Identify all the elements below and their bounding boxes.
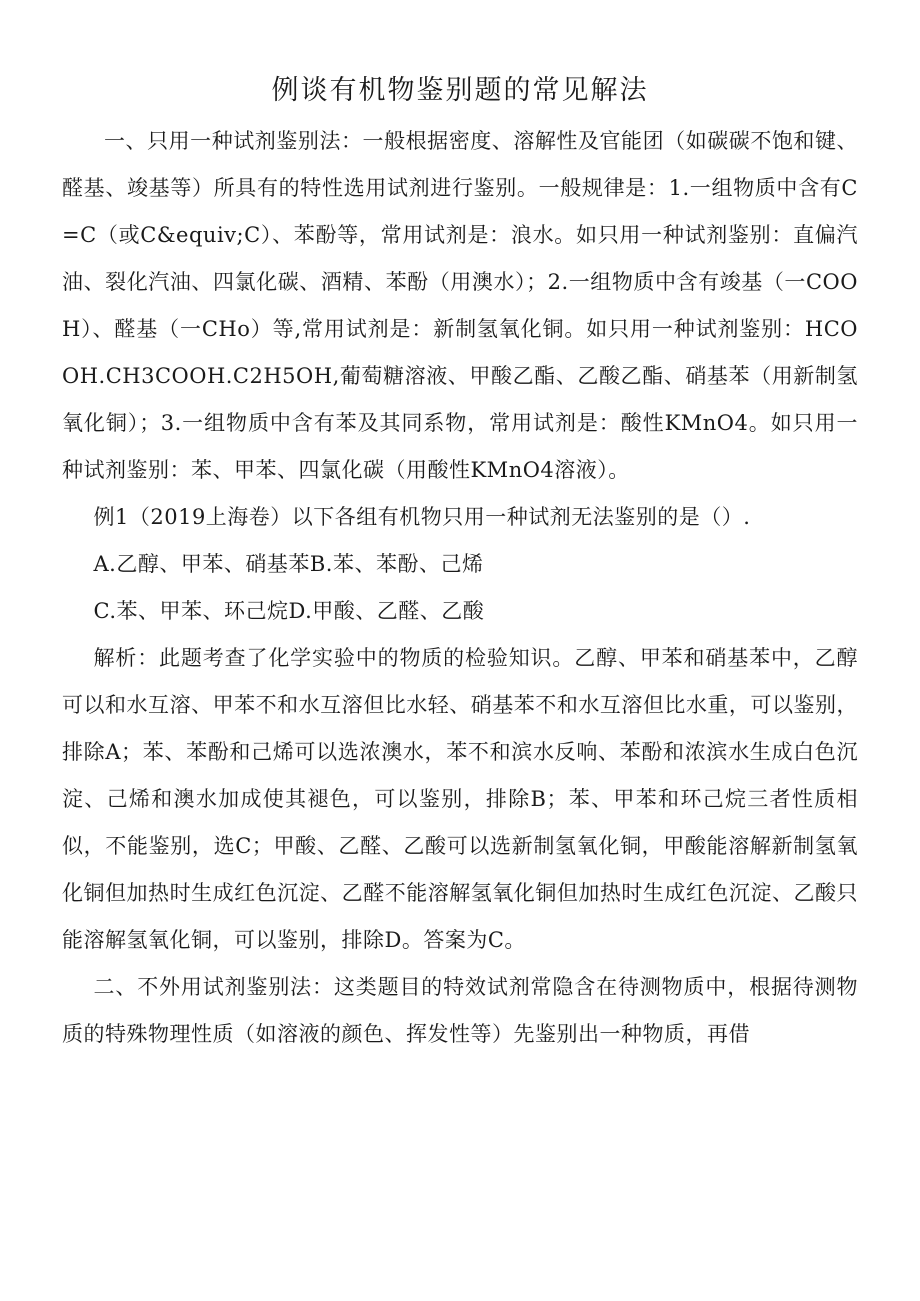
options-row-ab — [62, 541, 858, 588]
option-d: D.甲酸、乙醛、乙酸 — [288, 599, 485, 623]
option-b: B.苯、苯酚、己烯 — [309, 552, 484, 576]
example-1-question: 例1（2019上海卷）以下各组有机物只用一种试剂无法鉴别的是（）. — [93, 505, 751, 529]
analysis-paragraph: 解析：此题考查了化学实验中的物质的检验知识。乙醇、甲苯和硝基苯中，乙醇可以和水互溶、甲苯不和水互溶但比水轻、硝基苯不和水互溶但比水重，可以鉴别，排除A；苯、苯酚和己烯可以选浓澳水，苯不和滨水反响、苯酚和浓滨水生成白色沉淀、己烯和澳水加成使其褪色，可以鉴别，排除B；苯、甲苯和环己烷三者性质相似，不能鉴别，选C；甲酸、乙醛、乙酸可以选新制氢氧化铜，甲酸能溶解新制氢氧化铜但加热时生成红色沉淀、乙醛不能溶解氢氧化铜但加热时生成红色沉淀、乙酸只能溶解氢氧化铜，可以鉴别，排除D。答案为C。 — [62, 646, 858, 952]
section-1-paragraph: 一、只用一种试剂鉴别法：一般根据密度、溶解性及官能团（如碳碳不饱和键、醛基、竣基等）所具有的特性选用试剂进行鉴别。一般规律是：1.一组物质中含有C=C（或C&equiv;C）、苯酚等，常用试剂是：浪水。如只用一种试剂鉴别：直偏汽油、裂化汽油、四氯化碳、酒精、苯酚（用澳水）；2.一组物质中含有竣基（一COOH）、醛基（一CHo）等,常用试剂是：新制氢氧化铜。如只用一种试剂鉴别：HCOOH.CH3COOH.C2H5OH,葡萄糖溶液、甲酸乙酯、乙酸乙酯、硝基苯（用新制氢氧化铜）；3.一组物质中含有苯及其同系物，常用试剂是：酸性KMnO4。如只用一种试剂鉴别：苯、甲苯、四氯化碳（用酸性KMnO4溶液）。 — [62, 129, 858, 482]
options-row-cd — [62, 588, 858, 635]
section-2-paragraph: 二、不外用试剂鉴别法：这类题目的特效试剂常隐含在待测物质中，根据待测物质的特殊物理性质（如溶液的颜色、挥发性等）先鉴别出一种物质，再借 — [62, 975, 858, 1046]
option-c: C.苯、甲苯、环己烷 — [93, 599, 289, 623]
option-a: A.乙醇、甲苯、硝基苯 — [93, 552, 310, 576]
document-body — [62, 118, 858, 1058]
document-title: 例谈有机物鉴别题的常见解法 — [271, 75, 649, 106]
